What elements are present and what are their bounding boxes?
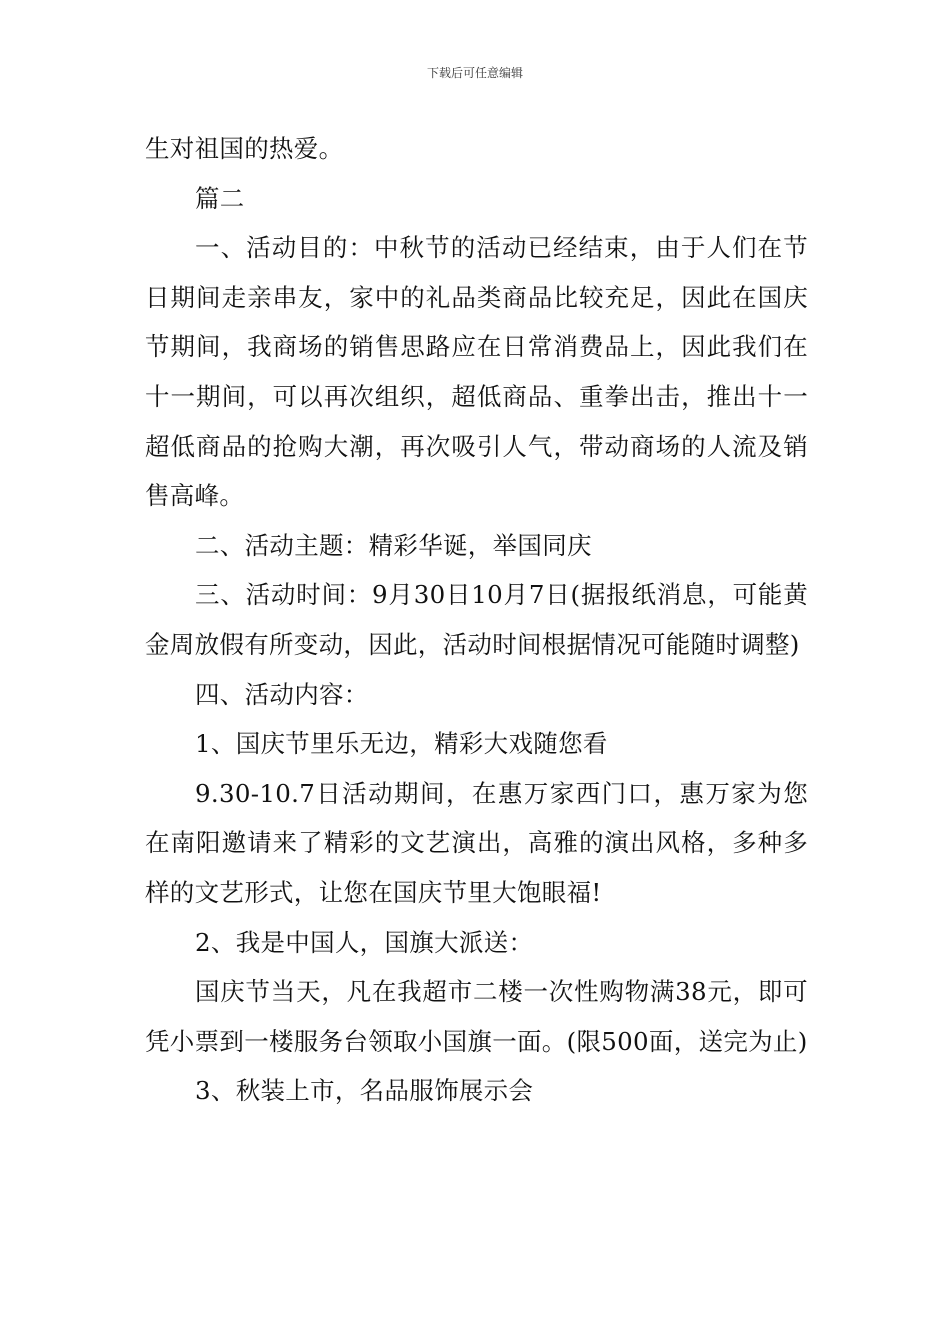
paragraph-activity-time: 三、活动时间：9月30日10月7日(据报纸消息，可能黄金周放假有所变动，因此，活动时间根据情况可能随时调整): [145, 580, 808, 659]
paragraph-activity-purpose: 一、活动目的：中秋节的活动已经结束，由于人们在节日期间走亲串友，家中的礼品类商品比较充足，因此在国庆节期间，我商场的销售思路应在日常消费品上，因此我们在十一期间，可以再次组织，超低商品、重拳出击，推出十一超低商品的抢购大潮，再次吸引人气，带动商场的人流及销售高峰。: [145, 233, 808, 511]
paragraph-item-2-heading: 2、我是中国人，国旗大派送：: [195, 927, 534, 957]
page-header: 下载后可任意编辑: [426, 66, 523, 80]
paragraph-activity-theme: 二、活动主题：精彩华诞，举国同庆: [195, 530, 592, 560]
paragraph-activity-content-heading: 四、活动内容：: [195, 679, 369, 709]
paragraph-continuation: 生对祖国的热爱。: [145, 134, 344, 163]
paragraph-item-3-heading: 3、秋装上市，名品服饰展示会: [195, 1076, 534, 1106]
document-body: [145, 124, 808, 1116]
paragraph-item-2-body: 国庆节当天，凡在我超市二楼一次性购物满38元，即可凭小票到一楼服务台领取小国旗一面。(限500面，送完为止): [145, 977, 808, 1056]
section-heading-part-two: 篇二: [195, 183, 245, 213]
paragraph-item-1-heading: 1、国庆节里乐无边，精彩大戏随您看: [195, 729, 608, 759]
paragraph-item-1-body: 9.30-10.7日活动期间，在惠万家西门口，惠万家为您在南阳邀请来了精彩的文艺演出，高雅的演出风格，多种多样的文艺形式，让您在国庆节里大饱眼福!: [145, 778, 808, 907]
